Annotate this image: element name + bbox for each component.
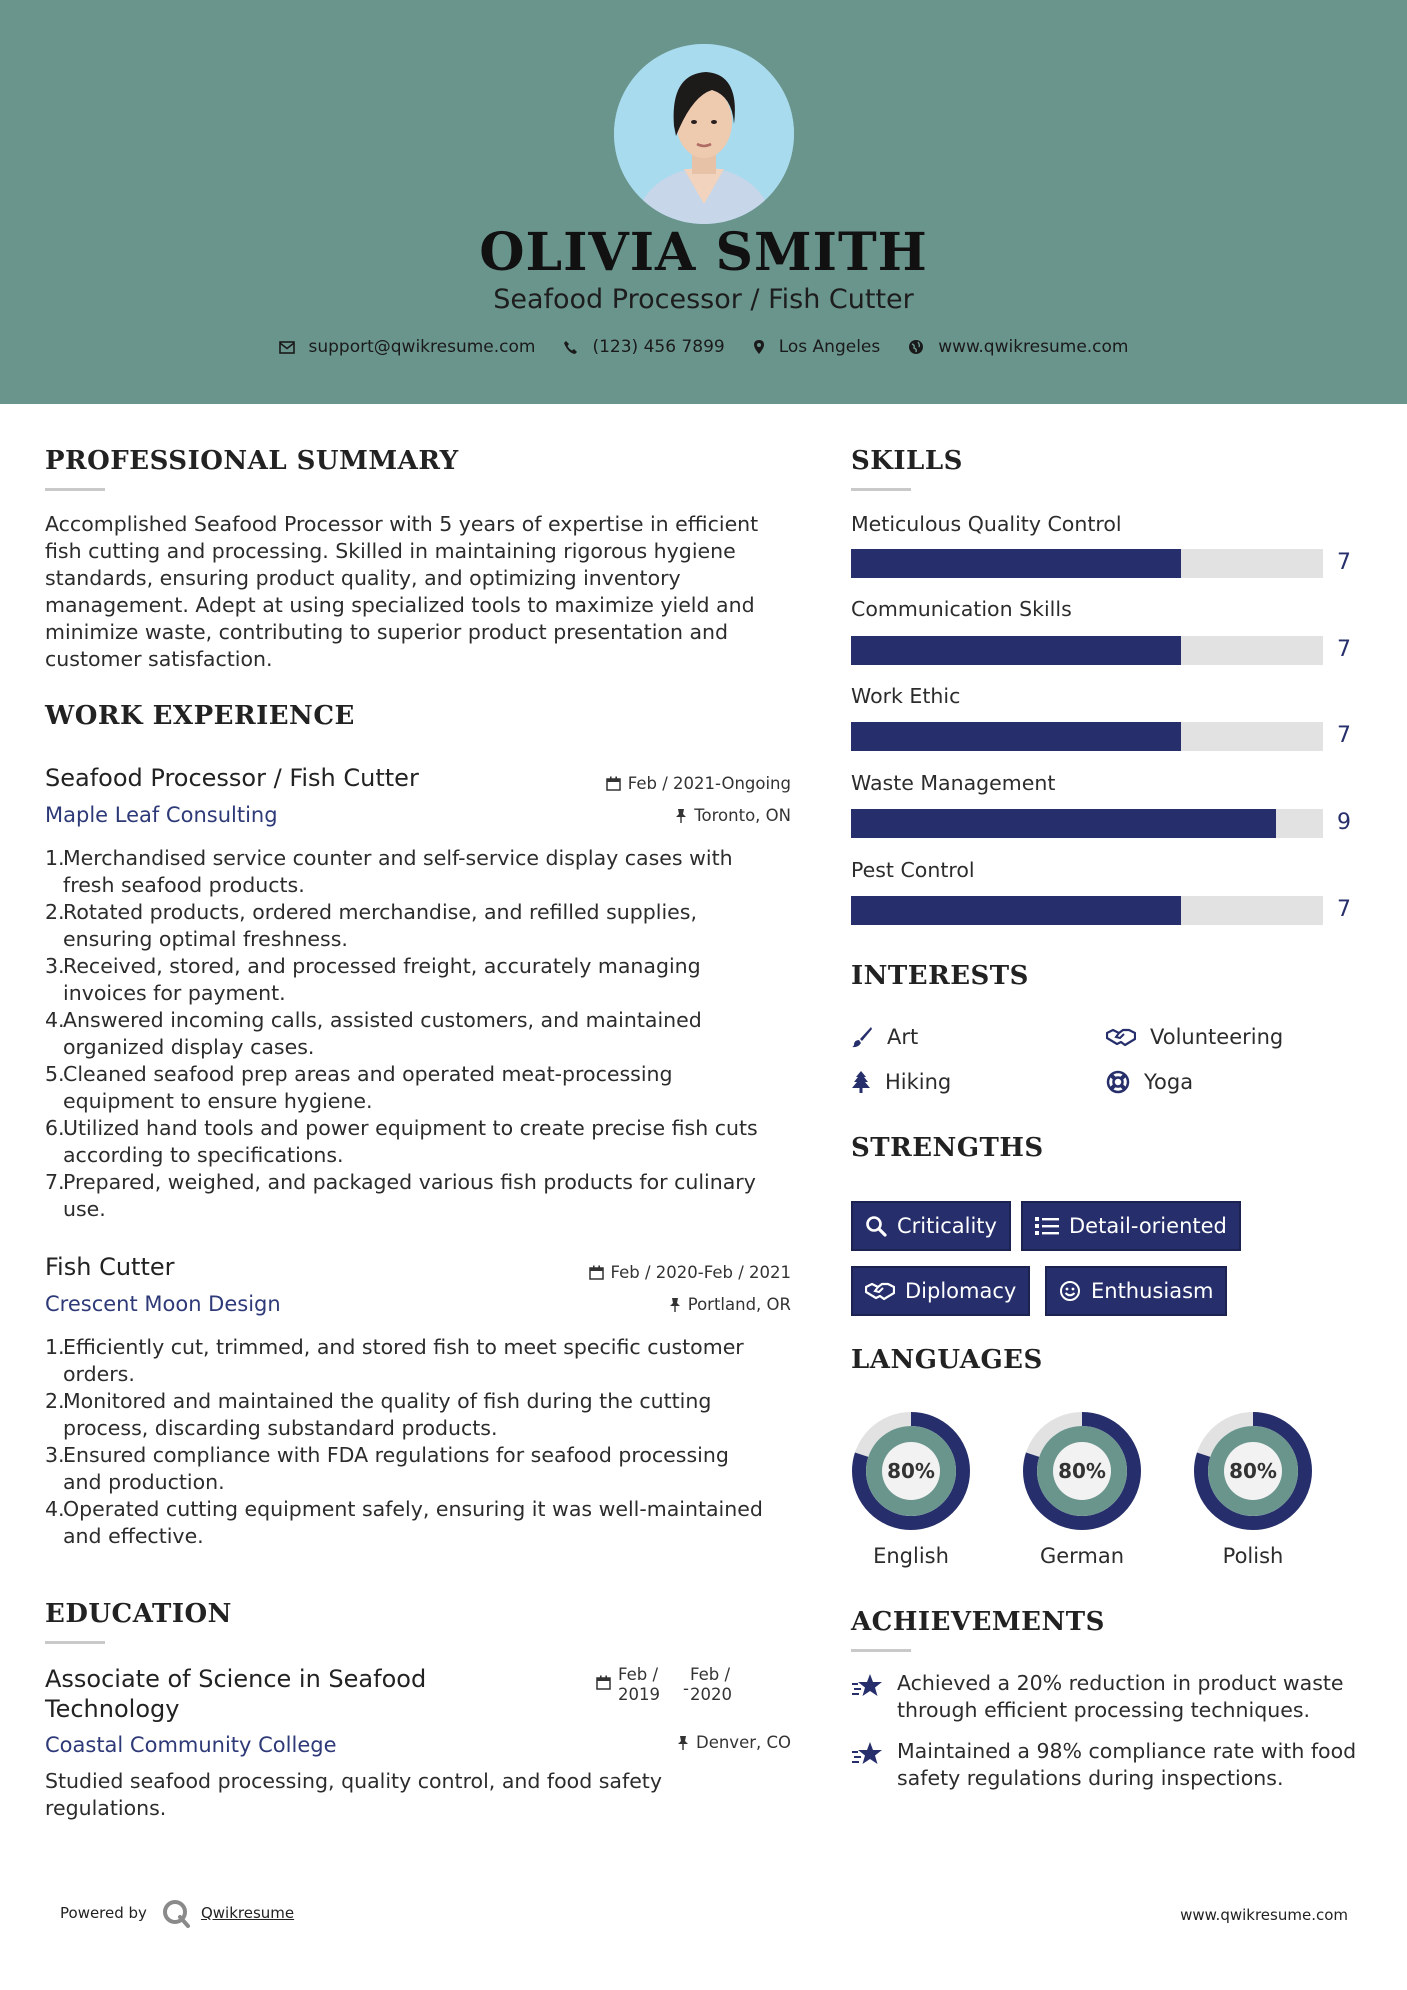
- list-item-number: 3.: [45, 1443, 65, 1467]
- list-item-number: 2.: [45, 1389, 65, 1413]
- skills-divider: [851, 488, 911, 491]
- list-item-line: equipment to ensure hygiene.: [63, 1089, 373, 1113]
- skill-bar: [851, 722, 1323, 751]
- language-item: [1021, 1410, 1143, 1568]
- strength-label: Enthusiasm: [1091, 1279, 1214, 1303]
- education-divider: [45, 1641, 105, 1644]
- skill-name: Meticulous Quality Control: [851, 512, 1122, 536]
- skill-value: 7: [1337, 723, 1351, 748]
- summary-line: customer satisfaction.: [45, 647, 273, 671]
- education-heading: EDUCATION: [45, 1599, 232, 1629]
- list-item-number: 4.: [45, 1497, 65, 1521]
- skill-value: 7: [1337, 897, 1351, 922]
- list-item: [45, 1061, 805, 1115]
- job-role: Fish Cutter: [45, 1253, 175, 1281]
- skill-bar: [851, 636, 1323, 665]
- skill-name: Pest Control: [851, 858, 975, 882]
- education-location-text: Denver, CO: [695, 1733, 791, 1752]
- candidate-name: OLIVIA SMITH: [479, 222, 928, 283]
- handshake-icon: [1106, 1027, 1136, 1047]
- achievement-line: safety regulations during inspections.: [897, 1766, 1284, 1790]
- summary-line: standards, ensuring product quality, and optimizing inventory: [45, 566, 681, 590]
- interest-label: Hiking: [885, 1070, 952, 1094]
- list-item: [45, 1442, 805, 1496]
- language-percent: 80%: [1058, 1459, 1106, 1483]
- summary-line: minimize waste, contributing to superior product presentation and: [45, 620, 729, 644]
- achievement-item: [851, 1670, 1344, 1724]
- pushpin-icon: [669, 1297, 681, 1312]
- job-dates-text: Feb / 2020-Feb / 2021: [610, 1263, 791, 1282]
- summary-line: Accomplished Seafood Processor with 5 years of expertise in efficient: [45, 512, 759, 536]
- job-bullets: [45, 1334, 805, 1550]
- list-item-line: process, discarding substandard products.: [63, 1416, 498, 1440]
- interests-heading: INTERESTS: [851, 961, 1029, 991]
- list-item-line: Answered incoming calls, assisted customers, and maintained: [63, 1008, 702, 1032]
- list-item-line: Received, stored, and processed freight, accurately managing: [63, 954, 701, 978]
- job-bullets: [45, 845, 805, 1223]
- list-item: [45, 1388, 805, 1442]
- strength-chip: [851, 1266, 1030, 1316]
- tree-icon: [851, 1070, 871, 1094]
- avatar-portrait: [614, 44, 794, 224]
- phone-icon: [563, 340, 578, 355]
- date-separator: -: [683, 1679, 689, 1698]
- list-item-line: Cleaned seafood prep areas and operated meat-processing: [63, 1062, 673, 1086]
- education-description-line: Studied seafood processing, quality control, and food safety: [45, 1769, 662, 1793]
- education-start-month: Feb /: [618, 1665, 659, 1684]
- job-location: [669, 1295, 791, 1314]
- skill-bar-fill: [851, 636, 1181, 665]
- list-item-line: according to specifications.: [63, 1143, 344, 1167]
- list-item: [45, 1496, 805, 1550]
- list-item: [45, 1334, 805, 1388]
- list-icon: [1035, 1216, 1059, 1236]
- list-item: [45, 1007, 805, 1061]
- contact-email-text: support@qwikresume.com: [308, 337, 536, 357]
- degree-line: Associate of Science in Seafood: [45, 1665, 427, 1693]
- list-item: [45, 953, 805, 1007]
- list-item-line: use.: [63, 1197, 106, 1221]
- list-item-line: orders.: [63, 1362, 135, 1386]
- list-item-number: 6.: [45, 1116, 65, 1140]
- envelope-icon: [279, 341, 295, 354]
- list-item-line: Monitored and maintained the quality of fish during the cutting: [63, 1389, 712, 1413]
- education-end-month: Feb /: [690, 1665, 731, 1684]
- education-start: [618, 1665, 660, 1705]
- globe-icon: [908, 339, 924, 355]
- job-dates: [606, 774, 791, 793]
- language-name: Polish: [1222, 1544, 1284, 1568]
- summary-text: [45, 511, 805, 673]
- language-item: [850, 1410, 972, 1568]
- job-role: Seafood Processor / Fish Cutter: [45, 764, 419, 792]
- school-name: Coastal Community College: [45, 1733, 337, 1757]
- achievements-heading: ACHIEVEMENTS: [851, 1607, 1105, 1637]
- summary-line: management. Adept at using specialized tools to maximize yield and: [45, 593, 755, 617]
- list-item-number: 2.: [45, 900, 65, 924]
- list-item-line: Prepared, weighed, and packaged various fish products for culinary: [63, 1170, 756, 1194]
- list-item-line: and production.: [63, 1470, 225, 1494]
- strength-label: Criticality: [897, 1214, 997, 1238]
- skill-name: Waste Management: [851, 771, 1056, 795]
- contact-website-text: www.qwikresume.com: [938, 337, 1129, 357]
- list-item-number: 3.: [45, 954, 65, 978]
- skill-value: 7: [1337, 550, 1351, 575]
- degree-line: Technology: [45, 1695, 180, 1723]
- skill-bar-fill: [851, 722, 1181, 751]
- language-name: English: [873, 1544, 949, 1568]
- interest-label: Yoga: [1144, 1070, 1194, 1094]
- job-dates: [589, 1263, 791, 1282]
- list-item: [45, 845, 805, 899]
- achievement-line: Maintained a 98% compliance rate with food: [897, 1739, 1357, 1763]
- skill-bar-fill: [851, 549, 1181, 578]
- list-item-line: Efficiently cut, trimmed, and stored fish to meet specific customer: [63, 1335, 744, 1359]
- job-company: Maple Leaf Consulting: [45, 803, 278, 827]
- strengths-heading: STRENGTHS: [851, 1133, 1044, 1163]
- list-item: [45, 1115, 805, 1169]
- education-start-year: 2019: [618, 1685, 660, 1704]
- achievements-divider: [851, 1649, 911, 1652]
- strength-label: Diplomacy: [905, 1279, 1017, 1303]
- lifebuoy-icon: [1106, 1070, 1130, 1094]
- job-location-text: Portland, OR: [687, 1295, 791, 1314]
- qwikresume-logo-icon: [161, 1898, 191, 1928]
- contact-email[interactable]: [279, 337, 536, 357]
- degree-title: [45, 1664, 426, 1724]
- education-location: [677, 1733, 791, 1752]
- interest-item: [1106, 1070, 1193, 1094]
- list-item: [45, 1169, 805, 1223]
- education-dates: [596, 1665, 732, 1705]
- education-end-year: 2020: [690, 1685, 732, 1704]
- language-donut: [1192, 1410, 1314, 1532]
- contact-location-text: Los Angeles: [778, 337, 881, 357]
- footer-powered-by: [60, 1898, 294, 1928]
- achievement-item: [851, 1738, 1356, 1792]
- skill-name: Communication Skills: [851, 597, 1072, 621]
- interest-item: [1106, 1025, 1283, 1049]
- list-item-line: ensuring optimal freshness.: [63, 927, 348, 951]
- calendar-icon: [589, 1265, 604, 1280]
- list-item-line: invoices for payment.: [63, 981, 286, 1005]
- list-item-number: 5.: [45, 1062, 65, 1086]
- header-banner: [0, 0, 1407, 404]
- contact-website[interactable]: [908, 337, 1128, 357]
- skill-bar: [851, 809, 1323, 838]
- list-item-number: 1.: [45, 846, 65, 870]
- summary-line: fish cutting and processing. Skilled in maintaining rigorous hygiene: [45, 539, 736, 563]
- education-end: [683, 1665, 732, 1705]
- language-percent: 80%: [887, 1459, 935, 1483]
- list-item: [45, 899, 805, 953]
- strength-chip: [1045, 1266, 1227, 1316]
- profile-photo: [614, 44, 794, 224]
- skill-value: 7: [1337, 637, 1351, 662]
- list-item-line: Operated cutting equipment safely, ensuring it was well-maintained: [63, 1497, 763, 1521]
- interest-label: Art: [887, 1025, 919, 1049]
- list-item-line: and effective.: [63, 1524, 204, 1548]
- language-name: German: [1039, 1544, 1125, 1568]
- skill-bar: [851, 549, 1323, 578]
- achievement-text: [897, 1738, 1356, 1792]
- star-badge-icon: [851, 1740, 883, 1766]
- skill-name: Work Ethic: [851, 684, 961, 708]
- pushpin-icon: [677, 1735, 689, 1750]
- brand-link[interactable]: Qwikresume: [200, 1904, 295, 1922]
- contact-location: [753, 337, 881, 357]
- pushpin-icon: [675, 808, 687, 823]
- interest-item: [851, 1070, 951, 1094]
- list-item-number: 7.: [45, 1170, 65, 1194]
- education-description-line: regulations.: [45, 1796, 167, 1820]
- footer-website[interactable]: www.qwikresume.com: [1180, 1906, 1348, 1924]
- star-badge-icon: [851, 1672, 883, 1698]
- language-percent: 80%: [1229, 1459, 1277, 1483]
- language-donut: [1021, 1410, 1143, 1532]
- interest-item: [851, 1025, 918, 1049]
- list-item-line: organized display cases.: [63, 1035, 315, 1059]
- list-item-number: 4.: [45, 1008, 65, 1032]
- map-pin-icon: [753, 339, 765, 355]
- contact-phone[interactable]: [563, 337, 724, 357]
- list-item-line: Utilized hand tools and power equipment to create precise fish cuts: [63, 1116, 758, 1140]
- languages-heading: LANGUAGES: [851, 1345, 1043, 1375]
- skill-bar-fill: [851, 809, 1276, 838]
- skill-bar: [851, 896, 1323, 925]
- search-icon: [865, 1215, 887, 1237]
- list-item-line: Ensured compliance with FDA regulations for seafood processing: [63, 1443, 729, 1467]
- contact-row: [0, 337, 1407, 357]
- contact-phone-text: (123) 456 7899: [592, 337, 725, 357]
- strength-chip: [1021, 1201, 1241, 1251]
- achievement-text: [897, 1670, 1344, 1724]
- job-location: [675, 806, 791, 825]
- summary-divider: [45, 488, 105, 491]
- smile-icon: [1059, 1280, 1081, 1302]
- strength-label: Detail-oriented: [1069, 1214, 1227, 1238]
- list-item-line: Rotated products, ordered merchandise, and refilled supplies,: [63, 900, 697, 924]
- paintbrush-icon: [851, 1026, 873, 1048]
- summary-heading: PROFESSIONAL SUMMARY: [45, 446, 459, 476]
- handshake-icon: [865, 1281, 895, 1301]
- candidate-title: Seafood Processor / Fish Cutter: [493, 284, 914, 315]
- language-item: [1192, 1410, 1314, 1568]
- interest-label: Volunteering: [1150, 1025, 1284, 1049]
- calendar-icon: [596, 1675, 611, 1690]
- job-location-text: Toronto, ON: [694, 806, 791, 825]
- experience-heading: WORK EXPERIENCE: [45, 701, 355, 731]
- strength-chip: [851, 1201, 1011, 1251]
- education-description: [45, 1768, 805, 1822]
- list-item-line: fresh seafood products.: [63, 873, 305, 897]
- job-dates-text: Feb / 2021-Ongoing: [627, 774, 791, 793]
- skill-bar-fill: [851, 896, 1181, 925]
- language-donut: [850, 1410, 972, 1532]
- job-company: Crescent Moon Design: [45, 1292, 281, 1316]
- skills-heading: SKILLS: [851, 446, 963, 476]
- achievement-line: through efficient processing techniques.: [897, 1698, 1311, 1722]
- achievement-line: Achieved a 20% reduction in product waste: [897, 1671, 1344, 1695]
- powered-by-label: Powered by: [60, 1904, 147, 1922]
- skill-value: 9: [1337, 810, 1351, 835]
- list-item-number: 1.: [45, 1335, 65, 1359]
- calendar-icon: [606, 776, 621, 791]
- list-item-line: Merchandised service counter and self-service display cases with: [63, 846, 733, 870]
